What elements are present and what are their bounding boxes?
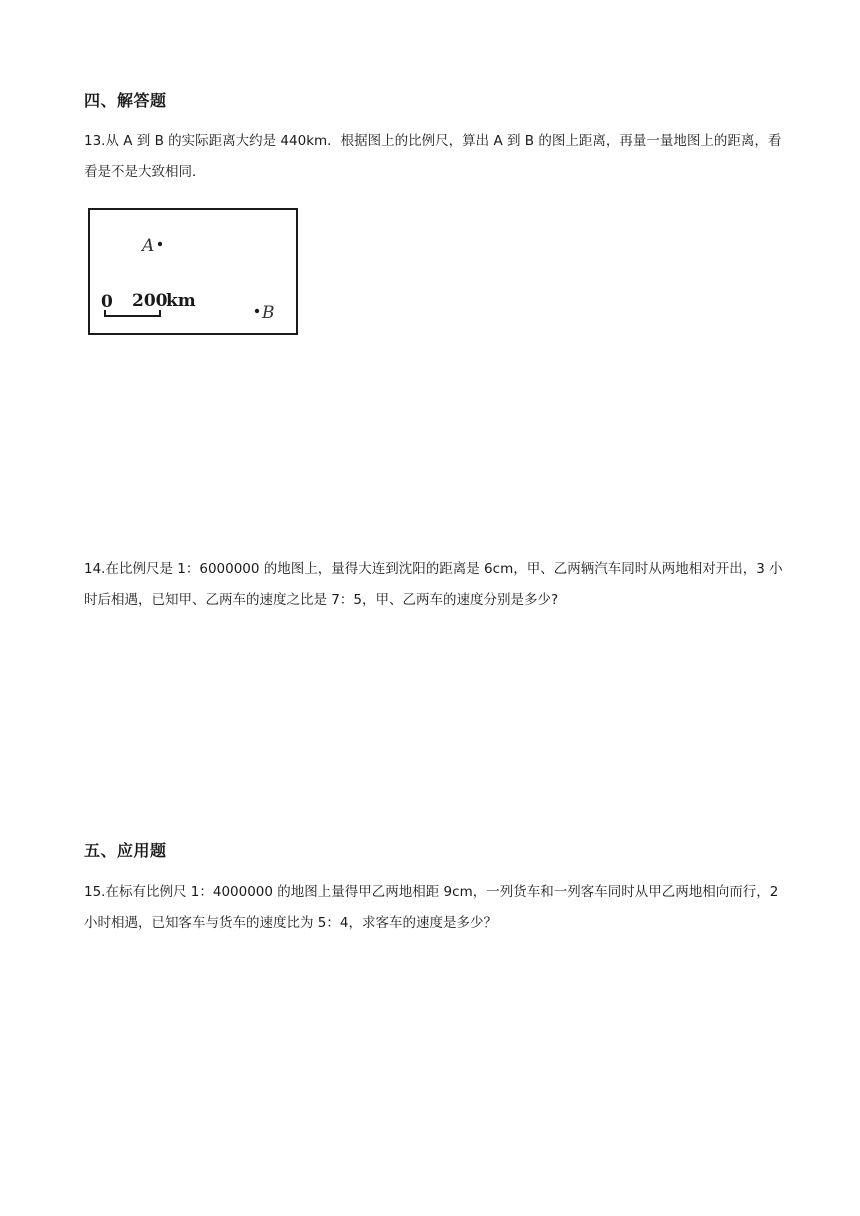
question-14: 14.在比例尺是 1：6000000 的地图上，量得大连到沈阳的距离是 6cm，甲、乙两辆汽车同时从两地相对开出，3 小时后相遇，已知甲、乙两车的速度之比是 7：5，甲、乙两车的速度分别是多少? [84,561,783,608]
scale-value-label: 200 [132,291,168,311]
point-b-dot [255,309,259,313]
point-b-label: B [262,303,275,323]
scale-zero-label: 0 [101,292,113,312]
section-title-answer: 四、解答题 [84,91,167,110]
scale-bar [105,310,160,317]
map-figure [88,208,298,335]
question-13: 13.从 A 到 B 的实际距离大约是 440km．根据图上的比例尺，算出 A 到 B 的图上距离，再量一量地图上的距离，看看是不是大致相同． [84,133,782,180]
question-15: 15.在标有比例尺 1：4000000 的地图上量得甲乙两地相距 9cm，一列货车和一列客车同时从甲乙两地相向而行，2 小时相遇，已知客车与货车的速度比为 5：4，求客车的速度是多少？ [84,884,779,931]
map-diagram [90,210,296,333]
scale-unit-label: km [166,291,196,311]
point-a-label: A [142,236,155,256]
section-title-application: 五、应用题 [84,841,167,860]
point-a-dot [158,242,162,246]
